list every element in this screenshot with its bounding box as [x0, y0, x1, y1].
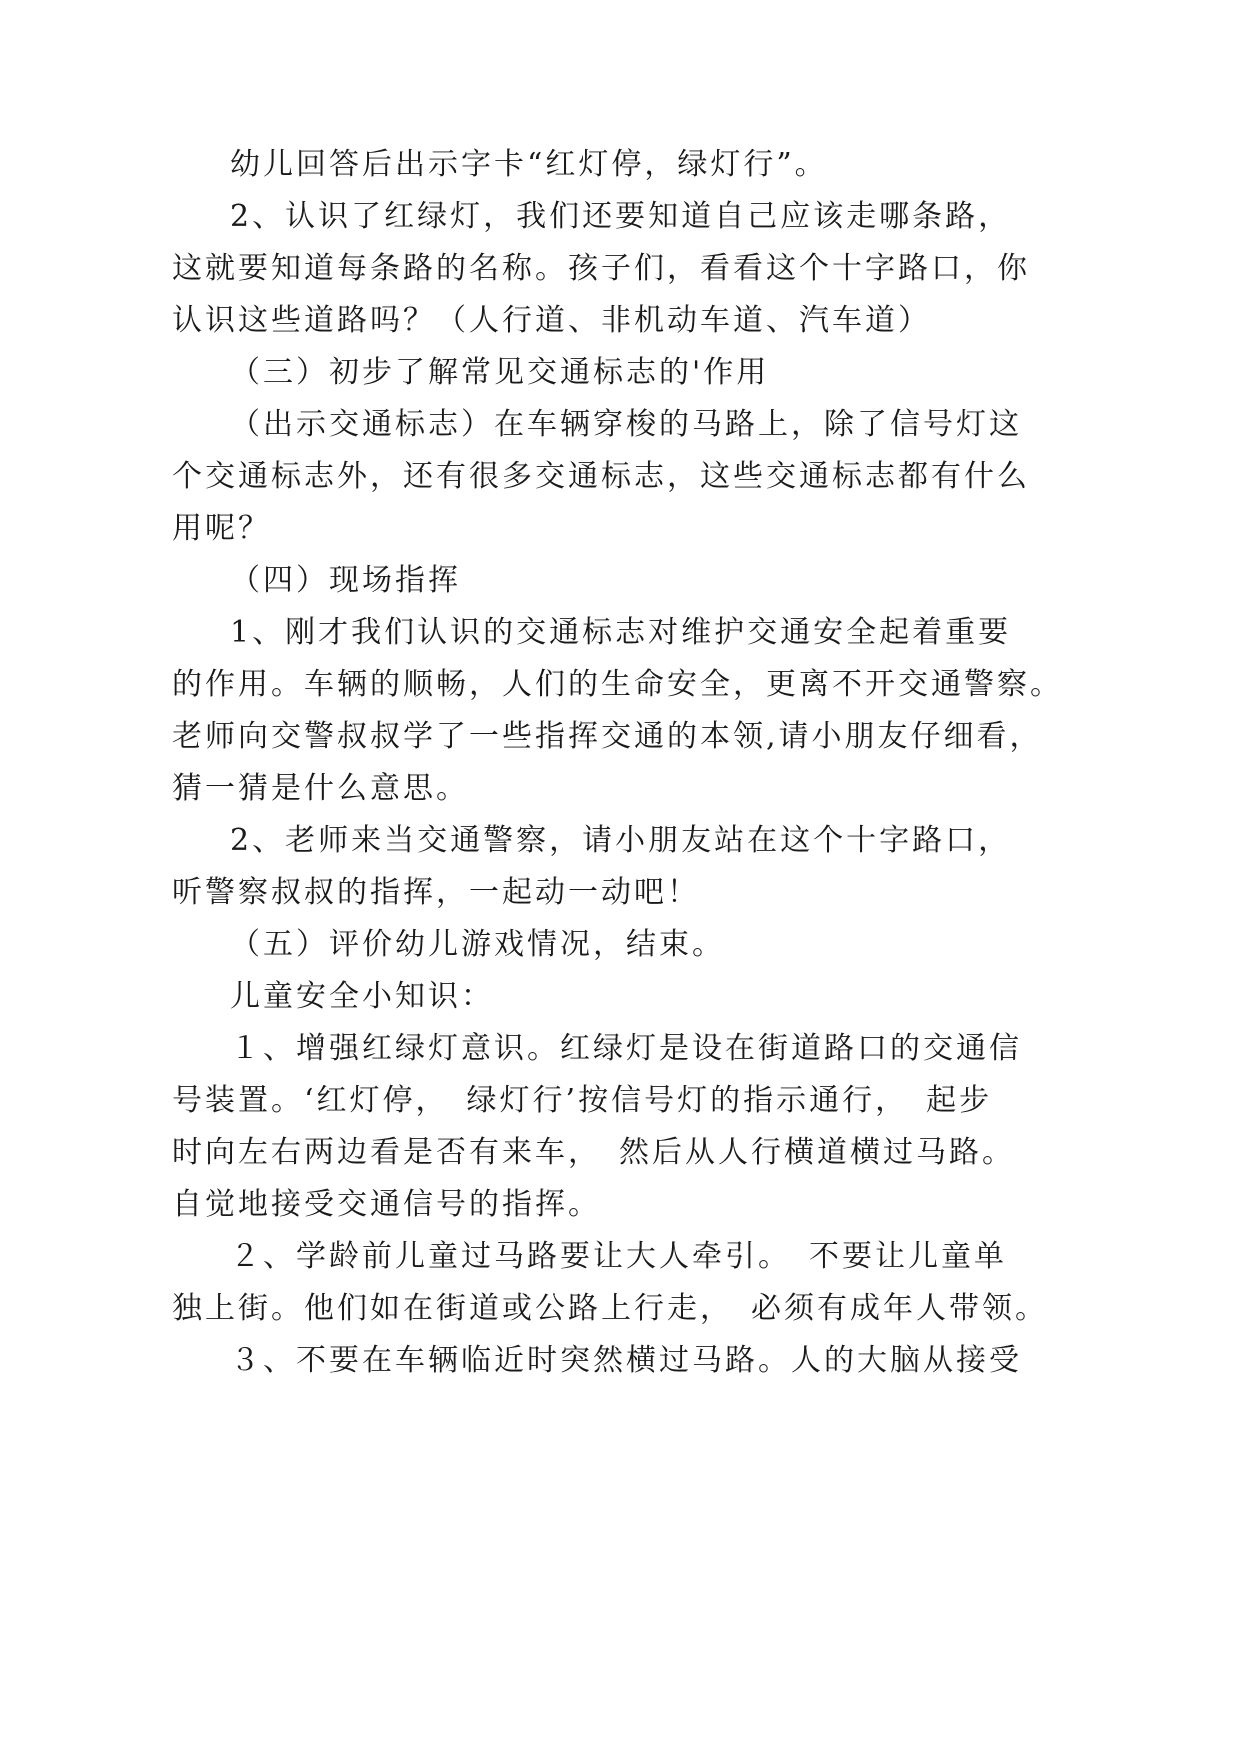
text-line: 个交通标志外，还有很多交通标志，这些交通标志都有什么: [172, 459, 1030, 494]
text-line: （出示交通标志）在车辆穿梭的马路上，除了信号灯这: [230, 407, 1022, 442]
text-line: 老师向交警叔叔学了一些指挥交通的本领,请小朋友仔细看，: [172, 719, 1043, 754]
text-line: 2、老师来当交通警察，请小朋友站在这个十字路口，: [230, 823, 1012, 858]
text-line: 2、认识了红绿灯，我们还要知道自己应该走哪条路，: [230, 199, 1012, 234]
text-line: 的作用。车辆的顺畅，人们的生命安全，更离不开交通警察。: [172, 667, 1063, 702]
section-heading: 儿童安全小知识：: [230, 979, 494, 1014]
text-line: 1、刚才我们认识的交通标志对维护交通安全起着重要: [230, 615, 1012, 650]
text-line: 独上街。他们如在街道或公路上行走， 必须有成年人带领。: [172, 1291, 1048, 1326]
text-line: 幼儿回答后出示字卡“红灯停，绿灯行”。: [230, 147, 828, 182]
text-line: ３、不要在车辆临近时突然横过马路。人的大脑从接受: [230, 1343, 1022, 1378]
section-heading: （四）现场指挥: [230, 563, 461, 598]
text-line: 这就要知道每条路的名称。孩子们，看看这个十字路口，你: [172, 251, 1030, 286]
section-heading: （五）评价幼儿游戏情况，结束。: [230, 927, 725, 962]
text-line: ２、学龄前儿童过马路要让大人牵引。 不要让儿童单: [230, 1239, 1007, 1274]
text-line: 时向左右两边看是否有来车， 然后从人行横道横过马路。: [172, 1135, 1015, 1170]
text-line: １、增强红绿灯意识。红绿灯是设在街道路口的交通信: [230, 1031, 1022, 1066]
text-line: 认识这些道路吗？（人行道、非机动车道、汽车道）: [172, 303, 931, 338]
text-line: 猜一猜是什么意思。: [172, 771, 469, 806]
text-line: 自觉地接受交通信号的指挥。: [172, 1187, 601, 1222]
text-line: 用呢？: [172, 511, 271, 546]
text-line: 听警察叔叔的指挥，一起动一动吧！: [172, 875, 700, 910]
text-line: 号装置。‘红灯停， 绿灯行’按信号灯的指示通行， 起步: [172, 1083, 993, 1118]
section-heading: （三）初步了解常见交通标志的'作用: [230, 355, 770, 390]
